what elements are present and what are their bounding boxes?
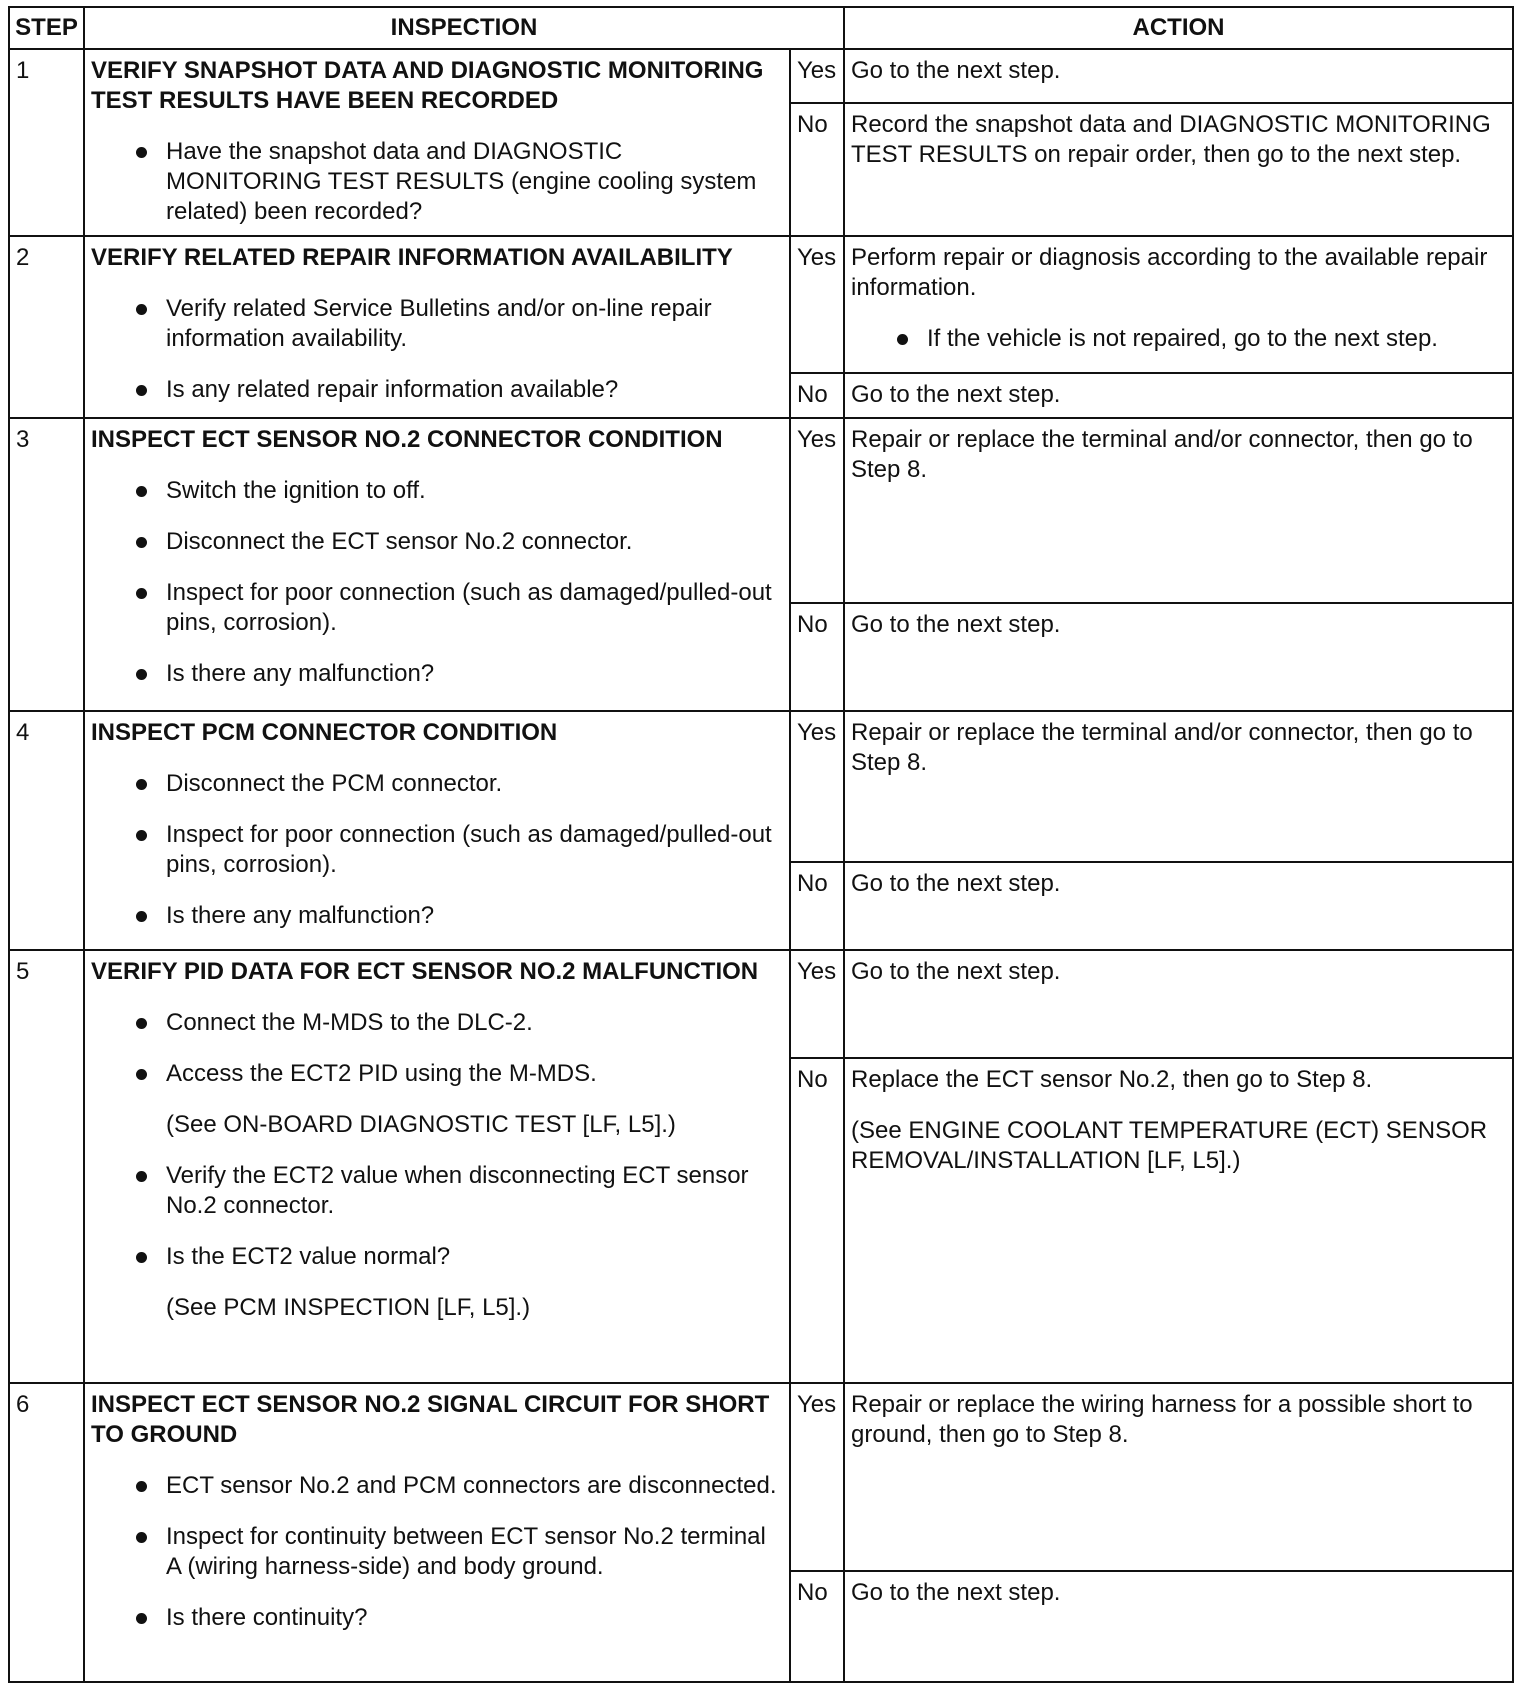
no-action: Record the snapshot data and DIAGNOSTIC MONITORING TEST RESULTS on repair order, then go to the next step. [844,103,1513,236]
no-label: No [790,1571,844,1682]
step-title: INSPECT ECT SENSOR NO.2 SIGNAL CIRCUIT FOR SHORT TO GROUND [91,1391,770,1448]
bullet-icon [136,1532,147,1543]
step-number: 4 [9,711,84,950]
header-step: STEP [9,7,84,49]
yes-label: Yes [790,236,844,373]
step-5-yes-row [9,950,1513,1058]
inspection-bullet: Verify the ECT2 value when disconnecting ECT sensor No.2 connector. [91,1161,783,1221]
reference-note: (See ENGINE COOLANT TEMPERATURE (ECT) SENSOR REMOVAL/INSTALLATION [LF, L5].) [851,1117,1488,1174]
bullet-icon [136,588,147,599]
inspection-bullet: Switch the ignition to off. [91,476,783,506]
step-number: 2 [9,236,84,418]
yes-action: Repair or replace the terminal and/or connector, then go to Step 8. [844,711,1513,862]
step-title: VERIFY RELATED REPAIR INFORMATION AVAILABILITY [91,244,733,271]
header-action: ACTION [844,7,1513,49]
yes-action-cell [844,236,1513,373]
inspection-bullet: Is there any malfunction? [91,659,783,689]
action-bullet: If the vehicle is not repaired, go to the next step. [851,324,1506,354]
diagnostic-procedure-table [8,6,1514,1683]
yes-label: Yes [790,950,844,1058]
inspection-bullet: Disconnect the ECT sensor No.2 connector. [91,527,783,557]
header-inspection: INSPECTION [84,7,844,49]
bullet-icon [136,1069,147,1080]
inspection-bullet: Is any related repair information available? [91,375,783,405]
no-action: Go to the next step. [844,862,1513,950]
yes-label: Yes [790,711,844,862]
bullet-icon [136,1252,147,1263]
yes-action: Repair or replace the wiring harness for a possible short to ground, then go to Step 8. [844,1383,1513,1571]
no-action-cell [844,1058,1513,1383]
step-title: INSPECT PCM CONNECTOR CONDITION [91,719,558,746]
inspection-bullet: Connect the M-MDS to the DLC-2. [91,1008,783,1038]
step-2-yes-row [9,236,1513,373]
inspection-bullet: Disconnect the PCM connector. [91,769,783,799]
bullet-icon [897,334,908,345]
step-number: 1 [9,49,84,236]
yes-label: Yes [790,49,844,103]
step-title: VERIFY PID DATA FOR ECT SENSOR NO.2 MALFUNCTION [91,958,759,985]
step-title: VERIFY SNAPSHOT DATA AND DIAGNOSTIC MONITORING TEST RESULTS HAVE BEEN RECORDED [91,57,764,114]
no-label: No [790,603,844,711]
step-5-inspection [84,950,790,1383]
yes-action: Perform repair or diagnosis according to the available repair information. [851,244,1488,301]
step-1-yes-row [9,49,1513,103]
no-action: Go to the next step. [844,373,1513,418]
bullet-icon [136,385,147,396]
bullet-icon [136,779,147,790]
step-number: 3 [9,418,84,711]
reference-note: (See PCM INSPECTION [LF, L5].) [166,1294,531,1321]
step-title: INSPECT ECT SENSOR NO.2 CONNECTOR CONDITION [91,426,723,453]
inspection-bullet: Access the ECT2 PID using the M-MDS. [91,1059,783,1089]
inspection-bullet: Is there continuity? [91,1603,783,1633]
bullet-icon [136,1481,147,1492]
step-3-inspection [84,418,790,711]
bullet-icon [136,537,147,548]
yes-label: Yes [790,1383,844,1571]
inspection-bullet: Verify related Service Bulletins and/or on-line repair information availability. [91,294,783,354]
bullet-icon [136,147,147,158]
no-action: Replace the ECT sensor No.2, then go to Step 8. [851,1066,1373,1093]
bullet-icon [136,1613,147,1624]
step-3-yes-row [9,418,1513,603]
step-number: 5 [9,950,84,1383]
step-6-yes-row [9,1383,1513,1571]
step-6-inspection [84,1383,790,1682]
bullet-icon [136,830,147,841]
no-label: No [790,1058,844,1383]
yes-action: Go to the next step. [844,950,1513,1058]
bullet-icon [136,1018,147,1029]
no-label: No [790,103,844,236]
yes-label: Yes [790,418,844,603]
yes-action: Go to the next step. [844,49,1513,103]
step-number: 6 [9,1383,84,1682]
inspection-bullet: Have the snapshot data and DIAGNOSTIC MONITORING TEST RESULTS (engine cooling system related) been recorded? [91,137,783,227]
inspection-bullet: ECT sensor No.2 and PCM connectors are disconnected. [91,1471,783,1501]
step-4-inspection [84,711,790,950]
inspection-bullet: Inspect for continuity between ECT sensor No.2 terminal A (wiring harness-side) and body ground. [91,1522,783,1582]
inspection-bullet: Inspect for poor connection (such as damaged/pulled-out pins, corrosion). [91,578,783,638]
step-2-inspection [84,236,790,418]
step-1-inspection [84,49,790,236]
bullet-icon [136,911,147,922]
inspection-bullet: Is the ECT2 value normal? [91,1242,783,1272]
yes-action: Repair or replace the terminal and/or connector, then go to Step 8. [844,418,1513,603]
no-action: Go to the next step. [844,603,1513,711]
no-label: No [790,862,844,950]
no-label: No [790,373,844,418]
inspection-bullet: Inspect for poor connection (such as damaged/pulled-out pins, corrosion). [91,820,783,880]
inspection-bullet: Is there any malfunction? [91,901,783,931]
bullet-icon [136,304,147,315]
bullet-icon [136,1171,147,1182]
bullet-icon [136,669,147,680]
reference-note: (See ON-BOARD DIAGNOSTIC TEST [LF, L5].) [166,1111,676,1138]
table-header-row [9,7,1513,49]
step-4-yes-row [9,711,1513,862]
no-action: Go to the next step. [844,1571,1513,1682]
bullet-icon [136,486,147,497]
